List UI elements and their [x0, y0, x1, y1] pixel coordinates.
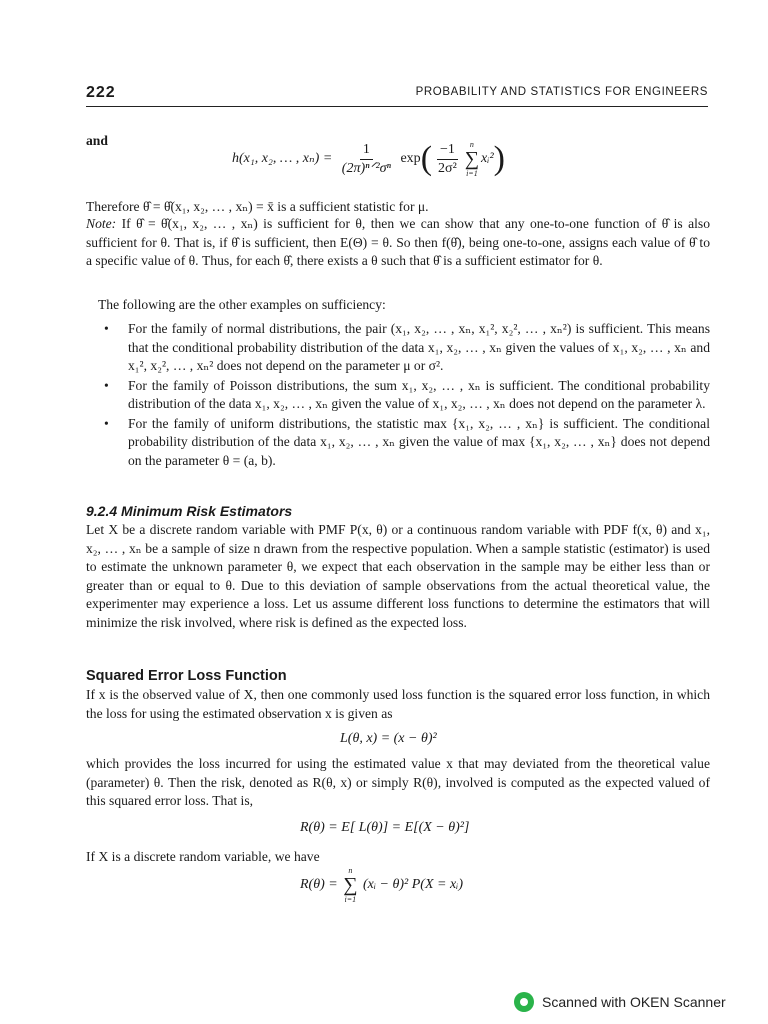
- fraction-exponent: $\frac{-1}{\text{2σ²}}$: [438, 141, 457, 176]
- section-title: 9.2.4 Minimum Risk Estimators: [86, 503, 293, 519]
- scanner-text: Scanned with OKEN Scanner: [542, 994, 726, 1010]
- right-paren: ): [493, 140, 505, 177]
- subsection-title: Squared Error Loss Function: [86, 668, 287, 684]
- intro-word: and: [86, 133, 108, 148]
- loss-equation: L(θ, x) = (x − θ)²: [340, 731, 437, 746]
- fraction-normalizer: $\frac{1}{\text{(2π)ⁿᐟ²σⁿ}}$: [341, 141, 391, 176]
- loss-paragraph: If x is the observed value of X, then one commonly used loss function is the squared error loss function, in which the loss for using the estimated observation x is given as: [86, 687, 710, 721]
- therefore-line: Therefore θ̂ = θ̂(x₁, x₂, … , xₙ) = x̄ is a sufficient statistic for μ.: [86, 199, 429, 214]
- sigma-icon: ∑: [343, 874, 358, 896]
- sum-symbol: n ∑ i=1: [343, 866, 358, 904]
- oken-scanner-logo-icon: [514, 992, 534, 1012]
- discrete-risk-term: (xᵢ − θ)² P(X = xᵢ): [362, 877, 464, 893]
- equation-h: [232, 140, 505, 178]
- examples-intro: The following are the other examples on sufficiency:: [98, 297, 386, 312]
- discrete-line: If X is a discrete random variable, we have: [86, 849, 320, 864]
- page-header: [86, 82, 708, 107]
- note-text: If θ̂ = θ̂(x₁, x₂, … , xₙ) is sufficient for θ, then we can show that any one-to-one function of θ̂ is also sufficient for θ. That is, if θ̂ is sufficient, then E(Θ) = θ. So then f(θ̂), being one-to-one, assigns each value of θ̂ to a specific value of θ. Thus, for each θ̂, there exists a θ such that θ̂ is a sufficient estimator for θ.: [86, 216, 710, 268]
- sum-term: xᵢ²: [481, 151, 494, 167]
- exp-function: exp: [400, 151, 421, 167]
- left-paren: (: [420, 140, 433, 177]
- running-head: PROBABILITY AND STATISTICS FOR ENGINEERS: [415, 86, 708, 98]
- list-item: • For the family of uniform distributions, the statistic max {x₁, x₂, … , xₙ} is sufficient. The conditional probability distribution of the data x₁, x₂, … , xₙ given the value of max {x₁, x₂, … , xₙ} does not depend on the parameter θ = (a, b).: [104, 415, 710, 471]
- section-paragraph: Let X be a discrete random variable with PMF P(x, θ) or a continuous random variable with PDF f(x, θ) and x₁, x₂, … , xₙ be a sample of size n drawn from the respective population. When a sample statistic (estimator) is used to estimate the unknown parameter θ, we expect that each observation in the sample may be either less than or greater than or equal to θ. Due to this deviation of sample observations from the actual theoretical value, the experimenter may experience a loss. Let us assume different loss functions to determine the estimators that will minimize the risk involved, where risk is defined as the expected loss.: [86, 522, 710, 630]
- sigma-icon: ∑: [464, 148, 480, 170]
- sum-symbol: n ∑ i=1: [464, 140, 480, 178]
- note-paragraph: [86, 215, 710, 271]
- list-item: • For the family of Poisson distributions, the sum x₁, x₂, … , xₙ is sufficient. The conditional probability distribution of the data x₁, x₂, … , xₙ given the value of x₁, x₂, … , xₙ does not depend on the parameter λ.: [104, 377, 710, 414]
- equation-h-lhs: h(x₁, x₂, … , xₙ) =: [232, 151, 333, 167]
- risk-paragraph: which provides the loss incurred for using the estimated value x that may deviated from the theoretical value (parameter) θ. Then the risk, denoted as R(θ, x) or simply R(θ), involved is computed as the expected valued of this squared error loss. That is,: [86, 756, 710, 808]
- discrete-risk-equation: [300, 866, 463, 904]
- discrete-risk-lhs: R(θ) =: [300, 877, 338, 893]
- sufficiency-examples-list: [104, 320, 710, 471]
- note-label: Note:: [86, 216, 117, 231]
- scanner-watermark: [514, 992, 726, 1012]
- page-number: 222: [86, 84, 116, 101]
- risk-equation: R(θ) = E[ L(θ)] = E[(X − θ)²]: [300, 820, 470, 835]
- list-item: • For the family of normal distributions, the pair (x₁, x₂, … , xₙ, x₁², x₂², … , xₙ²) is sufficient. This means that the conditional probability distribution of the data x₁, x₂, … , xₙ given the values of x₁, x₂, … , xₙ and x₁², x₂², … , xₙ² does not depend on the parameter μ or σ².: [104, 320, 710, 376]
